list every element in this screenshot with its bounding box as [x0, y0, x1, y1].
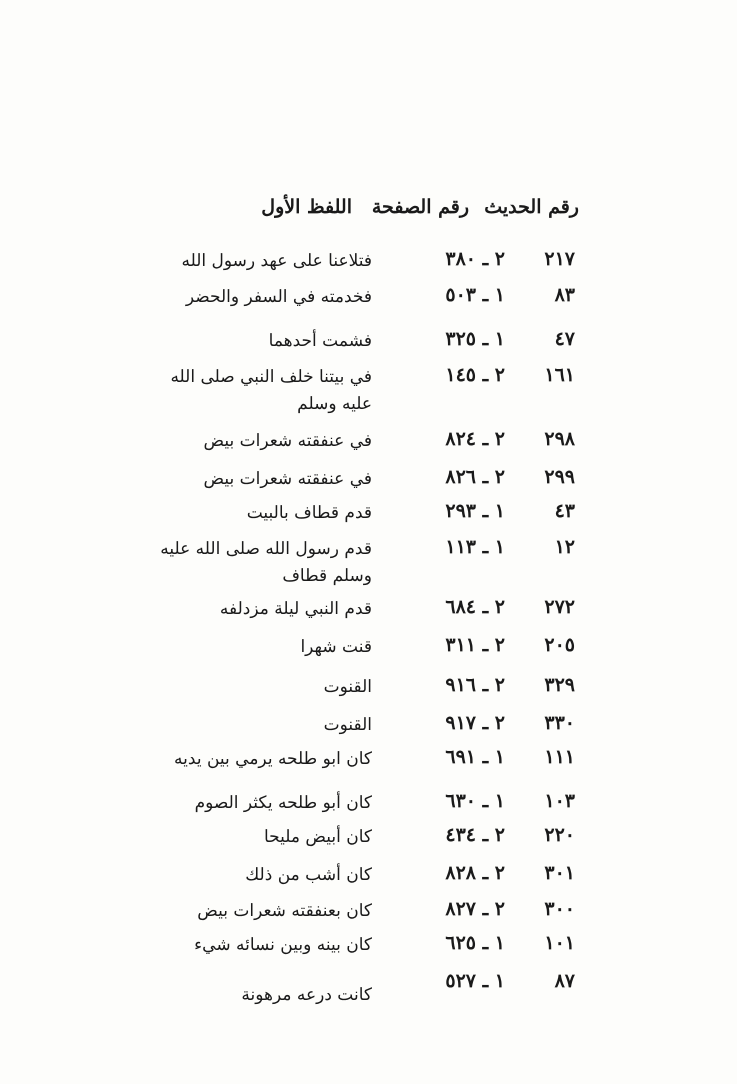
- page-number: ٢ ـ ٣١١: [445, 634, 505, 656]
- hadith-number: ٨٧: [554, 970, 575, 992]
- first-word: قدم رسول الله صلى الله عليه وسلم قطاف: [160, 539, 372, 586]
- first-word: القنوت: [323, 677, 372, 697]
- hadith-number: ٢٧٢: [544, 596, 575, 618]
- hadith-number: ٢١٧: [544, 248, 575, 270]
- page-number: ٢ ـ ٩١٧: [445, 712, 505, 734]
- first-word: كان أشب من ذلك: [245, 865, 372, 885]
- first-word: كانت درعه مرهونة: [241, 985, 372, 1005]
- page-number: ٢ ـ ٤٣٤: [445, 824, 505, 846]
- first-word: القنوت: [323, 715, 372, 735]
- hadith-number: ١٦١: [544, 364, 575, 386]
- hadith-number: ٢٠٥: [544, 634, 575, 656]
- page-number: ١ ـ ١١٣: [445, 536, 505, 558]
- table-header: [0, 196, 737, 230]
- hadith-number: ١٢: [554, 536, 575, 558]
- first-word: كان ابو طلحه يرمي بين يديه: [174, 749, 372, 769]
- hadith-number: ١٠٣: [544, 790, 575, 812]
- hadith-number: ٣٠١: [544, 862, 575, 884]
- first-word: في عنفقته شعرات بيض: [203, 431, 372, 451]
- first-word: كان بينه وبين نسائه شيء: [194, 935, 372, 955]
- page-number: ٢ ـ ٨٢٦: [445, 466, 505, 488]
- page-number: ٢ ـ ٨٢٤: [445, 428, 505, 450]
- first-word: قدم النبي ليلة مزدلفه: [219, 599, 372, 619]
- hadith-number: ٢٩٨: [544, 428, 575, 450]
- page-number: ١ ـ ٦٩١: [445, 746, 505, 768]
- hadith-number: ٣٣٠: [544, 712, 575, 734]
- first-word: فتلاعنا على عهد رسول الله: [181, 251, 372, 271]
- first-word: في بيتنا خلف النبي صلى الله عليه وسلم: [170, 367, 372, 414]
- page-number: ١ ـ ٦٣٠: [445, 790, 505, 812]
- page-number: ٢ ـ ٣٨٠: [445, 248, 505, 270]
- header-first-word: اللفظ الأول: [261, 196, 352, 218]
- page-number: ٢ ـ ٨٢٨: [445, 862, 505, 884]
- page-number: ١ ـ ٣٢٥: [445, 328, 505, 350]
- hadith-number: ٣٢٩: [544, 674, 575, 696]
- hadith-number: ١٠١: [544, 932, 575, 954]
- first-word: قنت شهرا: [300, 637, 372, 657]
- page-number: ٢ ـ ٩١٦: [445, 674, 505, 696]
- first-word: قدم قطاف بالبيت: [246, 503, 372, 523]
- page-number: ١ ـ ٥٢٧: [445, 970, 505, 992]
- first-word: فخدمته في السفر والحضر: [185, 287, 372, 307]
- hadith-number: ٨٣: [554, 284, 575, 306]
- header-hadith-number: رقم الحديث: [484, 196, 579, 218]
- page-number: ١ ـ ٥٠٣: [445, 284, 505, 306]
- first-word: في عنفقته شعرات بيض: [203, 469, 372, 489]
- hadith-number: ٢٩٩: [544, 466, 575, 488]
- header-page-number: رقم الصفحة: [371, 196, 469, 218]
- hadith-number: ٢٢٠: [544, 824, 575, 846]
- first-word: كان أبو طلحه يكثر الصوم: [194, 793, 372, 813]
- hadith-number: ٣٠٠: [544, 898, 575, 920]
- first-word: فشمت أحدهما: [268, 331, 372, 351]
- page-number: ١ ـ ٢٩٣: [445, 500, 505, 522]
- first-word: كان بعنفقته شعرات بيض: [197, 901, 372, 921]
- first-word: كان أبيض مليحا: [264, 827, 372, 847]
- page-number: ١ ـ ٦٢٥: [445, 932, 505, 954]
- page-number: ٢ ـ ٦٨٤: [445, 596, 505, 618]
- page-number: ٢ ـ ١٤٥: [445, 364, 505, 386]
- hadith-number: ٤٧: [554, 328, 575, 350]
- hadith-number: ١١١: [544, 746, 575, 768]
- hadith-number: ٤٣: [554, 500, 575, 522]
- page-number: ٢ ـ ٨٢٧: [445, 898, 505, 920]
